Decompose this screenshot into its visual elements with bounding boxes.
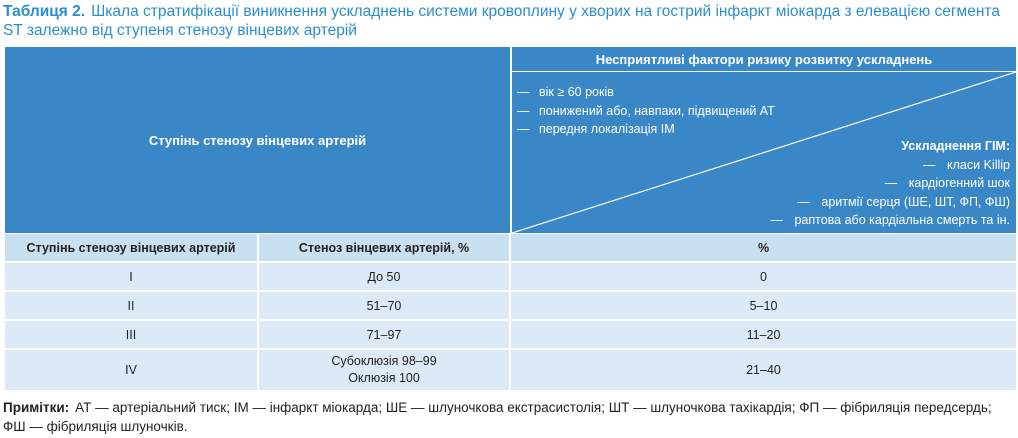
cell-percent: 11–20 [510,320,1016,349]
table-row [5,262,1016,291]
cell-stenosis: До 50 [258,262,510,291]
complication-item: — кардіогенний шок [884,176,1010,190]
risk-factors-list [517,83,775,139]
column-header-stenosis: Стеноз вінцевих артерій, % [258,234,510,262]
header-right-title: Несприятливі фактори ризику розвитку ускладнень [595,51,933,67]
cell-grade: III [5,320,258,349]
cell-grade: II [5,291,258,320]
stenosis-table [5,234,1016,392]
cell-stenosis: 51–70 [258,291,510,320]
cell-percent: 5–10 [510,291,1016,320]
column-header-percent: % [510,234,1016,262]
table-row [5,349,1016,391]
cell-percent: 21–40 [510,349,1016,391]
notes-text: АТ — артеріальний тиск; ІМ — інфаркт міокарда; ШЕ — шлуночкова екстрасистолія; ШТ — шлуночкова тахікардія; ФП — фібриляція передсердь; ФШ — фібриляція шлуночків. [3,400,992,434]
notes-label: Примітки: [3,400,70,415]
table-notes [3,398,1015,436]
table-row [5,320,1016,349]
risk-factor-item: — вік ≥ 60 років [517,85,614,99]
caption-text: Шкала стратифікації виникнення ускладнень системи кровоплину у хворих на гострий інфаркт міокарда з елевацією сегмента ST залежно від ступеня стенозу вінцевих артерій [3,3,1000,39]
risk-factor-item: — понижений або, навпаки, підвищений АТ [517,103,775,118]
column-header-grade: Ступінь стенозу вінцевих артерій [5,234,258,262]
stenosis-line: Оклюзія 100 [348,371,420,385]
stenosis-line: Субоклюзія 98–99 [331,354,437,368]
cell-stenosis: 71–97 [258,320,510,349]
table-row [5,291,1016,320]
header-left-title: Ступінь стенозу вінцевих артерій [148,132,367,148]
complications-title: Ускладнення ГІМ: [901,139,1010,153]
caption-label: Таблиця 2. [3,3,86,20]
cell-stenosis [258,349,510,391]
cell-grade: I [5,262,258,291]
table-header-row [5,234,1016,262]
cell-grade: IV [5,349,258,391]
cell-percent: 0 [510,262,1016,291]
risk-factor-item: — передня локалізація ІМ [517,122,675,136]
table-caption [3,2,1015,40]
complication-item: — раптова або кардіальна смерть та ін. [770,213,1010,227]
complications-list [770,137,1010,230]
complication-item: — класи Killip [923,157,1010,172]
complication-item: — аритмії серця (ШЕ, ШТ, ФП, ФШ) [797,194,1010,209]
